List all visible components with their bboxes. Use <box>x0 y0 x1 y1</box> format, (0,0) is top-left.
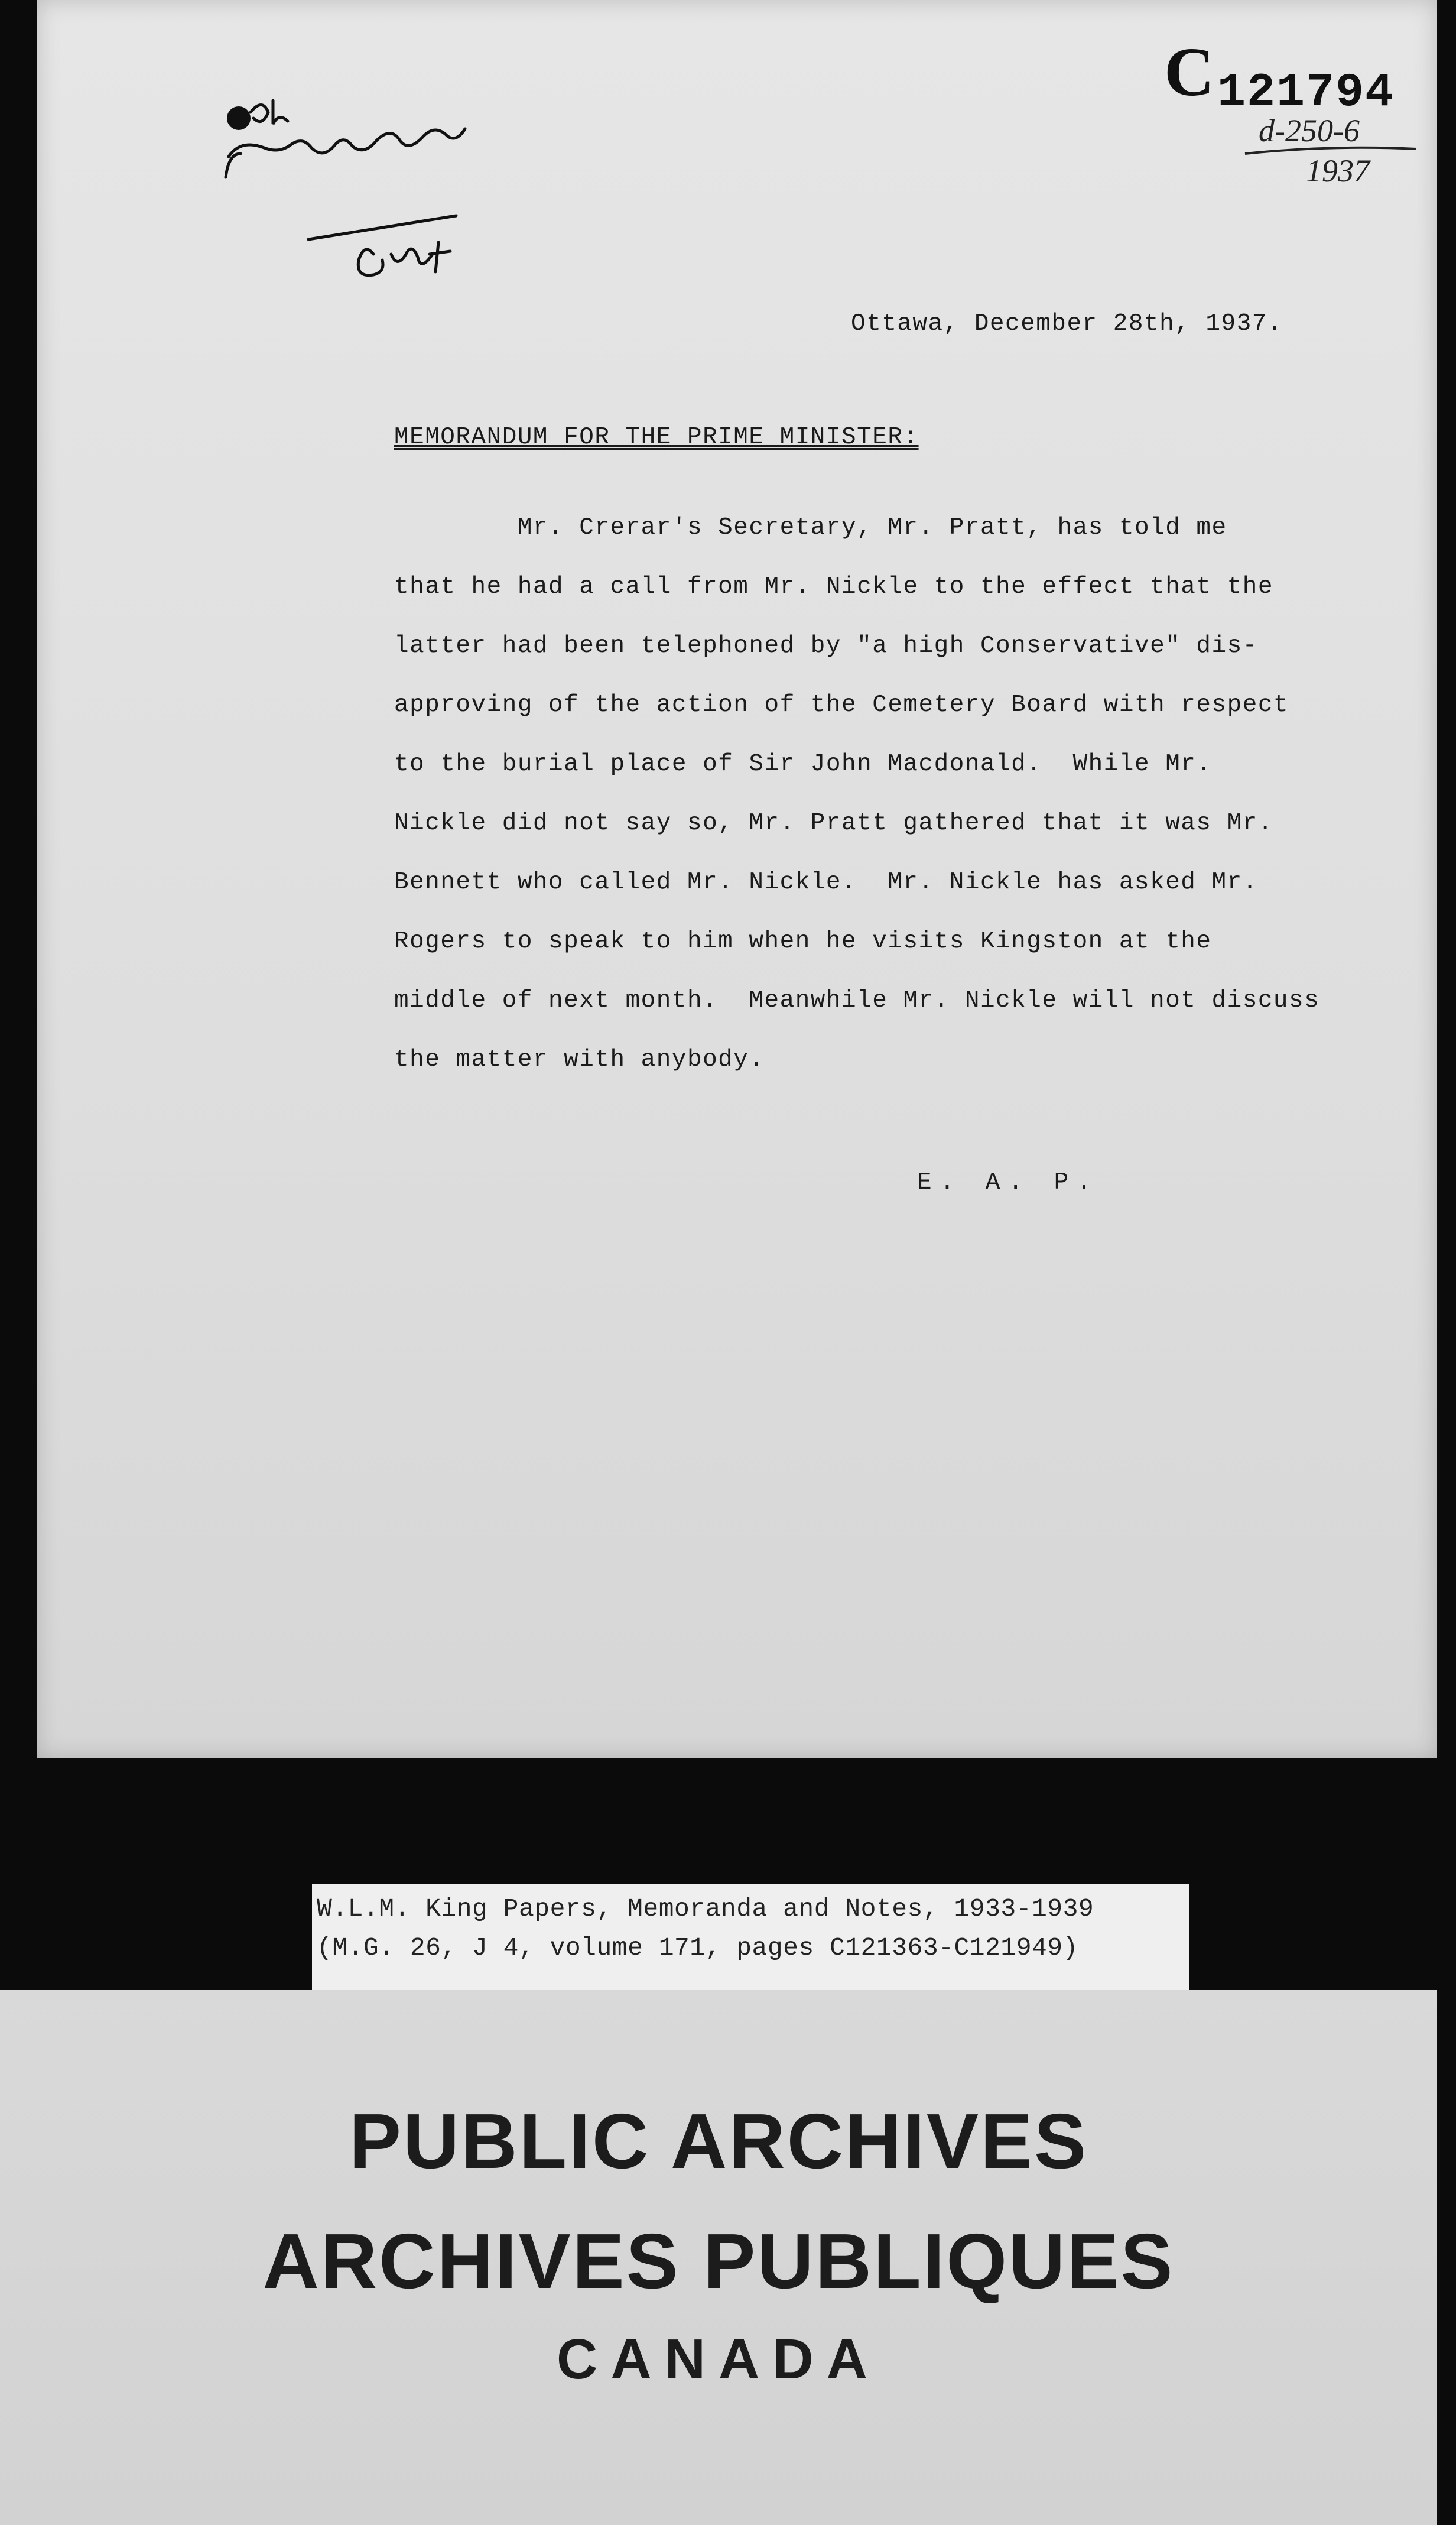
memo-body-line: middle of next month. Meanwhile Mr. Nickle will not discuss <box>394 987 1320 1014</box>
document-page <box>37 0 1437 1758</box>
archives-country: CANADA <box>557 2328 880 2391</box>
archives-title-french: ARCHIVES PUBLIQUES <box>262 2218 1175 2305</box>
archives-title-english: PUBLIC ARCHIVES <box>349 2098 1088 2185</box>
file-year: 1937 <box>1306 153 1370 189</box>
memo-body-line: the matter with anybody. <box>394 1046 765 1073</box>
memo-initials: E. A. P. <box>917 1169 1100 1196</box>
handwritten-annotation <box>178 77 557 325</box>
memo-body-line: Mr. Crerar's Secretary, Mr. Pratt, has told me <box>394 514 1227 541</box>
memo-body-line: Rogers to speak to him when he visits Kingston at the <box>394 928 1212 955</box>
archive-label-line-2: (M.G. 26, J 4, volume 171, pages C121363-C121949) <box>317 1933 1078 1962</box>
stamp-prefix: C <box>1164 33 1215 111</box>
stamp-number: 121794 <box>1217 66 1395 120</box>
memo-body-line: that he had a call from Mr. Nickle to the effect that the <box>394 573 1273 601</box>
memo-body-line: to the burial place of Sir John Macdonald. While Mr. <box>394 751 1212 778</box>
memo-date: Ottawa, December 28th, 1937. <box>851 310 1283 337</box>
memo-heading: MEMORANDUM FOR THE PRIME MINISTER: <box>394 424 919 451</box>
archive-label-line-1: W.L.M. King Papers, Memoranda and Notes, 1933-1939 <box>317 1894 1094 1923</box>
memo-body-line: Bennett who called Mr. Nickle. Mr. Nickle has asked Mr. <box>394 869 1258 896</box>
archive-label-card <box>312 1884 1190 1990</box>
memo-body-line: latter had been telephoned by "a high Conservative" dis- <box>394 632 1258 660</box>
memo-body-line: Nickle did not say so, Mr. Pratt gathered that it was Mr. <box>394 810 1273 837</box>
file-reference: d-250-6 <box>1259 113 1360 148</box>
memo-body-line: approving of the action of the Cemetery Board with respect <box>394 692 1289 719</box>
public-archives-card <box>0 1990 1437 2525</box>
